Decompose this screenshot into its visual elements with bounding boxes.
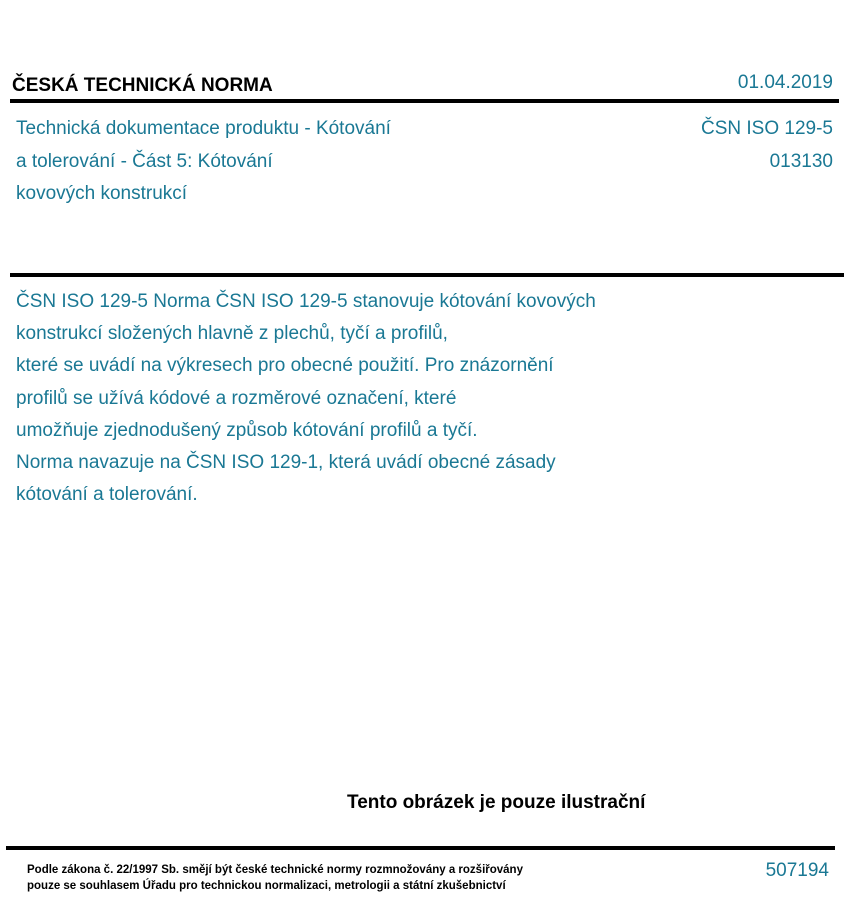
norm-heading: ČESKÁ TECHNICKÁ NORMA — [12, 75, 273, 96]
title-line: Technická dokumentace produktu - Kótování — [16, 118, 391, 139]
document-date: 01.04.2019 — [737, 72, 833, 93]
legal-line: Podle zákona č. 22/1997 Sb. smějí být české technické normy rozmnožovány a rozšiřovány — [27, 864, 523, 876]
abstract-line: které se uvádí na výkresech pro obecné použití. Pro znázornění — [16, 355, 554, 377]
abstract-line: konstrukcí složených hlavně z plechů, tyčí a profilů, — [16, 323, 448, 345]
abstract-line: ČSN ISO 129-5 Norma ČSN ISO 129-5 stanovuje kótování kovových — [16, 291, 596, 312]
legal-line: pouze se souhlasem Úřadu pro technickou normalizaci, metrologii a státní zkušebnictví — [27, 880, 506, 892]
title-line: kovových konstrukcí — [16, 183, 188, 204]
abstract-line: kótování a tolerování. — [16, 484, 198, 506]
abstract-line: umožňuje zjednodušený způsob kótování profilů a tyčí. — [16, 419, 478, 441]
abstract-line: Norma navazuje na ČSN ISO 129-1, která uvádí obecné zásady — [16, 452, 556, 474]
standard-id: ČSN ISO 129-5 — [701, 118, 833, 139]
class-code: 013130 — [769, 150, 833, 172]
document-abstract — [16, 286, 596, 511]
title-line: a tolerování - Část 5: Kótování — [16, 150, 273, 172]
illustration-note: Tento obrázek je pouze ilustrační — [347, 792, 646, 813]
legal-notice — [27, 862, 523, 894]
header-divider — [10, 99, 839, 103]
document-title — [16, 113, 391, 211]
abstract-line: profilů se užívá kódové a rozměrové označení, které — [16, 387, 457, 409]
section-divider — [10, 273, 844, 277]
document-codes — [701, 113, 833, 178]
footer-divider — [6, 846, 835, 850]
catalog-number: 507194 — [765, 860, 829, 881]
